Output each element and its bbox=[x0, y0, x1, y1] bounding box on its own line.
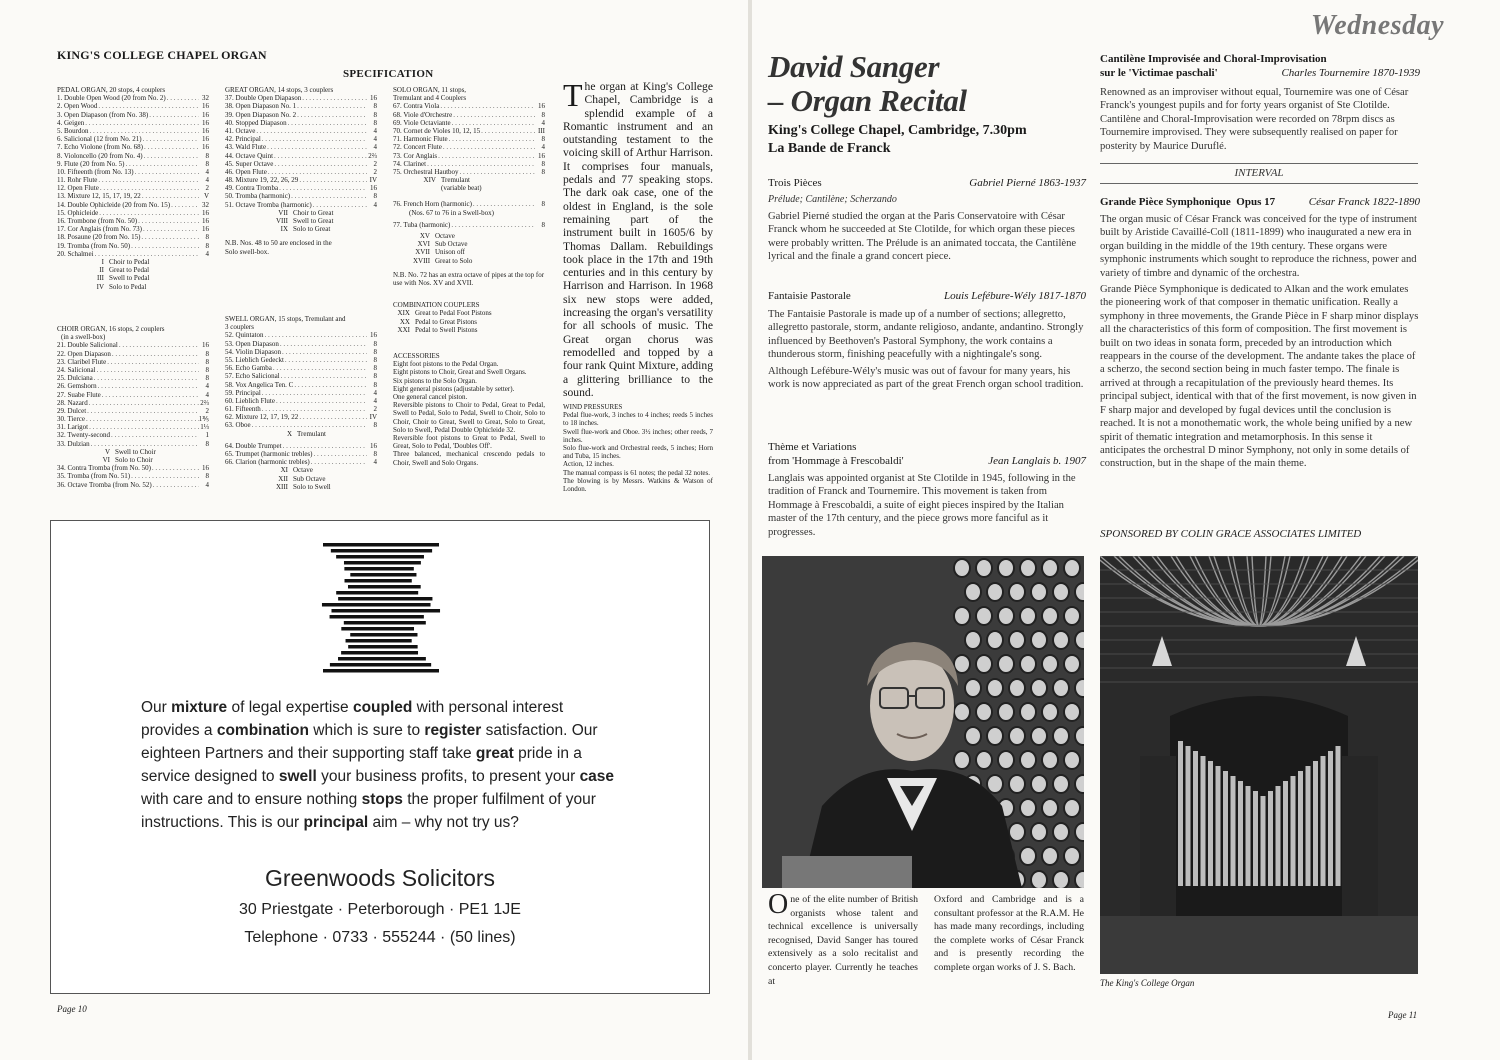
stop-row: 43. Wald Flute . . . 4 bbox=[225, 143, 377, 151]
piece-trois-pieces bbox=[768, 176, 1086, 264]
piece-notes: Langlais was appointed organist at Ste Clotilde in 1945, following in the tradition of Franck and Tournemire. This movement is taken from Hommage à Frescobaldi, a suite of eight pieces inspired by the Italian master of the 17th century, and the piece grows more fanciful as it progresses. bbox=[768, 473, 1076, 538]
dropcap: O bbox=[768, 889, 789, 920]
emphasis-word: swell bbox=[278, 768, 317, 785]
stop-row: 15. Ophicleide . . . 16 bbox=[57, 209, 209, 217]
stop-row: 74. Clarinet . . . 8 bbox=[393, 160, 545, 168]
coupler-row: XV Octave bbox=[419, 232, 455, 241]
recital-title bbox=[768, 50, 967, 118]
stop-row: 17. Cor Anglais (from No. 73) . . . 16 bbox=[57, 225, 209, 233]
coupler-row: XIX Great to Pedal Foot Pistons bbox=[397, 309, 492, 318]
piece-composer: Charles Tournemire 1870-1939 bbox=[1281, 67, 1420, 79]
stop-row: 26. Gemshorn . . . 4 bbox=[57, 382, 209, 390]
stop-row: 12. Open Flute . . . 2 bbox=[57, 184, 209, 192]
swell-tremulant: X Tremulant bbox=[286, 429, 326, 438]
piece-title: Cantilène Improvisée and Choral-Improvisation bbox=[1100, 53, 1327, 65]
great-organ-note: N.B. Nos. 48 to 50 are enclosed in the Solo swell-box. bbox=[225, 239, 332, 256]
text-line: Reversible pistons to Choir to Pedal, Great to Pedal, Swell to Pedal, Solo to Pedal, Swell to Choir, Solo to Choir, Choir to Great, Swell to Great, Solo to Great, Solo to Swell, Pedal Double Ophicleide 32. bbox=[393, 401, 545, 434]
interval-rule-bottom bbox=[1100, 183, 1418, 184]
accessories-title: ACCESSORIES bbox=[393, 351, 440, 360]
stop-row: 2. Open Wood . . . 16 bbox=[57, 102, 209, 110]
coupler-row: VIII Swell to Great bbox=[275, 217, 334, 226]
piece-title: Fantaisie Pastorale bbox=[768, 290, 851, 302]
combination-couplers-title: COMBINATION COUPLERS bbox=[393, 301, 480, 310]
solo-tremulant: XIV Tremulant bbox=[423, 176, 470, 185]
piece-tournemire bbox=[1100, 52, 1420, 153]
text-line: Six pistons to the Solo Organ. bbox=[393, 376, 477, 385]
venue bbox=[768, 122, 1027, 158]
stop-row: 67. Contra Viola . . . 16 bbox=[393, 102, 545, 110]
coupler-row: I Choir to Pedal bbox=[101, 257, 150, 266]
great-organ-list bbox=[225, 86, 377, 256]
stop-row: 27. Suabe Flute . . . 4 bbox=[57, 391, 209, 399]
stop-row: 39. Open Diapason No. 2 . . . 8 bbox=[225, 111, 377, 119]
advert-text: of legal expertise bbox=[227, 699, 353, 716]
recital-title-line1: David Sanger bbox=[768, 49, 940, 84]
stop-row: 57. Echo Salicional . . . 8 bbox=[225, 372, 377, 380]
coupler-row: XIII Solo to Swell bbox=[275, 482, 331, 491]
stop-row: 52. Quintaton . . . 16 bbox=[225, 331, 377, 339]
stop-row: 4. Geigen . . . 16 bbox=[57, 119, 209, 127]
stop-row: 60. Lieblich Flute . . . 4 bbox=[225, 397, 377, 405]
stop-row: 24. Salicional . . . 8 bbox=[57, 366, 209, 374]
greenwoods-logo-icon bbox=[319, 539, 443, 679]
venue-line: King's College Chapel, Cambridge, 7.30pm bbox=[768, 123, 1027, 138]
stop-row: 69. Viole Octaviante . . . 4 bbox=[393, 119, 545, 127]
piece-notes-2: Although Lefébure-Wély's music was out of favour for many years, his work is now appreciated as part of the great French organ school tradition. bbox=[768, 365, 1084, 391]
stop-row: 29. Dulcet . . . 2 bbox=[57, 407, 209, 415]
day-heading: Wednesday bbox=[1310, 10, 1444, 41]
choir-organ-list bbox=[57, 325, 209, 489]
choir-organ-title: CHOIR ORGAN, 16 stops, 2 couplers bbox=[57, 325, 165, 333]
stop-row: 11. Rohr Flute . . . 4 bbox=[57, 176, 209, 184]
firm-address: 30 Priestgate · Peterborough · PE1 1JE bbox=[239, 901, 521, 918]
emphasis-word: coupled bbox=[352, 699, 413, 716]
coupler-row: III Swell to Pedal bbox=[97, 274, 150, 283]
piece-fantaisie-pastorale bbox=[768, 289, 1086, 391]
stop-row: 48. Mixture 19, 22, 26, 29 . . . IV bbox=[225, 176, 377, 184]
emphasis-word: case bbox=[579, 768, 615, 785]
coupler-row: IX Solo to Great bbox=[280, 225, 331, 234]
advert-text: pride in a service designed to bbox=[141, 745, 582, 785]
stop-row: 13. Mixture 12, 15, 17, 19, 22 . . . V bbox=[57, 192, 209, 200]
text-line: Solo flue-work and Orchestral reeds, 5 inches; Horn and Tuba, 15 inches. bbox=[563, 444, 713, 461]
stop-row: 41. Octave . . . 4 bbox=[225, 127, 377, 135]
wind-pressures bbox=[563, 403, 713, 493]
stop-row: 73. Cor Anglais . . . 16 bbox=[393, 152, 545, 160]
text-line: Reversible foot pistons to Great to Pedal, Swell to Great, Solo to Pedal, 'Doubles Off'. bbox=[393, 434, 545, 451]
piece-composer: César Franck 1822-1890 bbox=[1308, 196, 1420, 208]
coupler-row: VI Solo to Choir bbox=[102, 456, 153, 465]
pedal-organ-list bbox=[57, 86, 209, 291]
stop-row: 51. Octave Tromba (harmonic) . . . 4 bbox=[225, 201, 377, 209]
piece-composer: Gabriel Pierné 1863-1937 bbox=[969, 177, 1086, 189]
text-line: The blowing is by Messrs. Watkins & Watson of London. bbox=[563, 476, 713, 494]
stop-row: 71. Harmonic Flute . . . 8 bbox=[393, 135, 545, 143]
text-line: Three balanced, mechanical crescendo pedals to Choir, Swell and Solo Organs. bbox=[393, 450, 545, 467]
solo-organ-title: SOLO ORGAN, 11 stops, Tremulant and 4 Couplers bbox=[393, 86, 467, 103]
stop-row: 18. Posaune (20 from No. 15) . . . 8 bbox=[57, 233, 209, 241]
advert-text: satisfaction. Our eighteen Partners and their supporting staff take bbox=[141, 722, 598, 762]
advert-text: which is sure to bbox=[308, 722, 425, 739]
coupler-row: XVI Sub Octave bbox=[417, 240, 468, 249]
firm-telephone: Telephone · 0733 · 555244 · (50 lines) bbox=[244, 929, 516, 946]
piece-title: Trois Pièces bbox=[768, 177, 822, 189]
stop-row: 62. Mixture 12, 17, 19, 22 . . . IV bbox=[225, 413, 377, 421]
stop-row: 64. Double Trumpet . . . 16 bbox=[225, 442, 377, 450]
biography-col-2: Oxford and Cambridge and is a consultant professor at the R.A.M. He has made many recordings, including the complete works of César Franck and is presently recording the complete organ works of J. S. Bach. bbox=[934, 894, 1084, 973]
piece-notes: The organ music of César Franck was conceived for the type of instrument built by Aristide Cavaillé-Coll (1811-1899) who inaugurated a new era in organ building in the middle of the 19th century. These organs were symphonic instruments which sought to reproduce the richness, power and variety of timbre and dynamic of the orchestra. bbox=[1100, 214, 1417, 279]
solo-organ-note: N.B. No. 72 has an extra octave of pipes at the top for use with Nos. XV and XVII. bbox=[393, 270, 545, 287]
stop-row: 14. Double Ophicleide (20 from No. 15) . . . 32 bbox=[57, 201, 209, 209]
organist-portrait-icon bbox=[762, 556, 1084, 888]
text-line: Pedal flue-work, 3 inches to 4 inches; reeds 5 inches to 18 inches. bbox=[563, 411, 713, 428]
stop-row: 59. Principal . . . 4 bbox=[225, 389, 377, 397]
stop-row: 22. Open Diapason . . . 8 bbox=[57, 350, 209, 358]
organ-photo bbox=[1100, 556, 1418, 974]
stop-row: 34. Contra Tromba (from No. 50) . . . 16 bbox=[57, 464, 209, 472]
page-10 bbox=[0, 0, 748, 1060]
interval-label: INTERVAL bbox=[1234, 167, 1284, 179]
pedal-organ-title: PEDAL ORGAN, 20 stops, 4 couplers bbox=[57, 86, 166, 94]
stop-row: 77. Tuba (harmonic) . . . 8 bbox=[393, 221, 545, 229]
emphasis-word: combination bbox=[216, 722, 309, 739]
stop-row: 56. Echo Gamba . . . 8 bbox=[225, 364, 377, 372]
stop-row: 6. Salicional (12 from No. 21) . . . 16 bbox=[57, 135, 209, 143]
coupler-row: XVII Unison off bbox=[415, 248, 466, 257]
stop-row: 70. Cornet de Violes 10, 12, 15 . . . III bbox=[393, 127, 545, 135]
stop-row: 72. Concert Flute . . . 4 bbox=[393, 143, 545, 151]
stop-row: 54. Violin Diapason . . . 8 bbox=[225, 348, 377, 356]
page-number: Page 11 bbox=[1388, 1010, 1418, 1020]
intro-text: he organ at King's College Chapel, Cambridge is a splendid example of a Romantic instrument and an outstanding testament to the voicing skill of Arthur Harrison. It comprises four manuals, pedals and 77 speaking stops. The dark oak case, one of the oldest in England, is the sole remaining part of the instrument built in 1605/6 by Thomas Dallam. Rebuildings took place in the 17th and 19th centuries and in this century by Harrison and Harrison. In 1968 six new stops were added, increasing the organ's versatility for all schools of music. The Great organ chorus was remodelled and topped by a four rank Quint Mixture, adding a glittering brilliance to the sound. bbox=[563, 80, 713, 399]
emphasis-word: stops bbox=[361, 791, 403, 808]
specification-title: SPECIFICATION bbox=[343, 68, 434, 80]
stop-row: 16. Trombone (from No. 50) . . . 16 bbox=[57, 217, 209, 225]
stop-row: 53. Open Diapason . . . 8 bbox=[225, 340, 377, 348]
piece-title-2: from 'Hommage à Frescobaldi' bbox=[768, 455, 904, 467]
text-line: Eight foot pistons to the Pedal Organ. bbox=[393, 360, 499, 369]
piece-notes: The Fantaisie Pastorale is made up of a number of sections; allegretto, allegretto pastorale, storm, andante religioso, andante, andantino. Strongly influenced by Beethoven's Pastoral Symphony, the work contains a thunderous storm, finishing peacefully with a nightingale's song. bbox=[768, 309, 1084, 361]
solo-horn-note: (Nos. 67 to 76 in a Swell-box) bbox=[409, 208, 494, 217]
stop-row: 3. Open Diapason (from No. 38) . . . 16 bbox=[57, 111, 209, 119]
stop-row: 35. Tromba (from No. 51) . . . 8 bbox=[57, 472, 209, 480]
bio-text: ne of the elite number of British organists whose talent and technical excellence is universally recognised, David Sanger has toured extensively as a solo recitalist and concerto player. Currently he teaches at bbox=[768, 894, 918, 987]
piece-title-2: sur le 'Victimae paschali' bbox=[1100, 67, 1218, 79]
stop-row: 31. Larigot . . . 1⅓ bbox=[57, 423, 209, 431]
stop-row: 61. Fifteenth . . . 2 bbox=[225, 405, 377, 413]
photo-caption: The King's College Organ bbox=[1100, 978, 1195, 988]
stop-row: 33. Dulzian . . . 8 bbox=[57, 440, 209, 448]
piece-composer: Louis Lefébure-Wély 1817-1870 bbox=[944, 290, 1086, 302]
emphasis-word: great bbox=[475, 745, 514, 762]
coupler-row: VII Choir to Great bbox=[278, 208, 334, 217]
stop-row: 23. Claribel Flute . . . 8 bbox=[57, 358, 209, 366]
piece-grande-piece-symphonique bbox=[1100, 195, 1420, 471]
stop-row: 30. Tierce . . . 1⅗ bbox=[57, 415, 209, 423]
stop-row: 75. Orchestral Hautboy . . . 8 bbox=[393, 168, 545, 176]
stop-row: 50. Tromba (harmonic) . . . 8 bbox=[225, 192, 377, 200]
sponsor-line: SPONSORED BY COLIN GRACE ASSOCIATES LIMITED bbox=[1100, 528, 1362, 540]
stop-row: 38. Open Diapason No. 1 . . . 8 bbox=[225, 102, 377, 110]
greenwoods-advert bbox=[50, 520, 710, 994]
page-number: Page 10 bbox=[57, 1004, 87, 1014]
stop-row: 45. Super Octave . . . 2 bbox=[225, 160, 377, 168]
stop-row: 66. Clarion (harmonic trebles) . . . 4 bbox=[225, 458, 377, 466]
stop-row: 28. Nazard . . . 2⅔ bbox=[57, 399, 209, 407]
coupler-row: XX Pedal to Great Pistons bbox=[399, 317, 478, 326]
swell-organ-list bbox=[225, 315, 377, 491]
piece-movements: Prélude; Cantilène; Scherzando bbox=[768, 194, 897, 205]
emphasis-word: register bbox=[424, 722, 482, 739]
coupler-row: XII Sub Octave bbox=[278, 474, 326, 483]
emphasis-word: mixture bbox=[171, 699, 228, 716]
coupler-row: XVIII Great to Solo bbox=[413, 256, 473, 265]
piece-theme-et-variations bbox=[768, 440, 1086, 539]
page-heading: KING'S COLLEGE CHAPEL ORGAN bbox=[57, 48, 267, 62]
coupler-row: II Great to Pedal bbox=[99, 266, 150, 275]
organ-introduction bbox=[563, 77, 713, 399]
stop-row: 36. Octave Tromba (from No. 52) . . . 4 bbox=[57, 481, 209, 489]
stop-row: 42. Principal . . . 4 bbox=[225, 135, 377, 143]
stop-row: 40. Stopped Diapason . . . 8 bbox=[225, 119, 377, 127]
dropcap: T bbox=[563, 77, 583, 113]
text-line: The manual compass is 61 notes; the pedal 32 notes. bbox=[563, 468, 710, 477]
text-line: Action, 12 inches. bbox=[563, 460, 614, 469]
stop-row: 63. Oboe . . . 8 bbox=[225, 421, 377, 429]
interval-rule-top bbox=[1100, 163, 1418, 164]
stop-row: 1. Double Open Wood (20 from No. 2) . . . 32 bbox=[57, 94, 209, 102]
stop-row: 7. Echo Violone (from No. 68) . . . 16 bbox=[57, 143, 209, 151]
programme-title: La Bande de Franck bbox=[768, 141, 891, 156]
great-organ-title: GREAT ORGAN, 14 stops, 3 couplers bbox=[225, 86, 334, 94]
piece-notes: Gabriel Pierné studied the organ at the Paris Conservatoire with César Franck whom he succeeded at Ste Clotilde, for which organ these pieces were probably written. The Prélude is an animated toccata, the Cantilène lyrical and the finale a grand concert piece. bbox=[768, 211, 1077, 263]
recital-title-line2: – Organ Recital bbox=[768, 83, 967, 118]
stop-row: 68. Viole d'Orchestre . . . 8 bbox=[393, 111, 545, 119]
text-line: One general cancel piston. bbox=[393, 392, 468, 401]
stop-row: 46. Open Flute . . . 2 bbox=[225, 168, 377, 176]
advert-text: the proper fulfilment of your instructions. This is our bbox=[141, 791, 596, 831]
stop-row: 8. Violoncello (20 from No. 4) . . . 8 bbox=[57, 152, 209, 160]
stop-row: 10. Fifteenth (from No. 13) . . . 4 bbox=[57, 168, 209, 176]
chapel-organ-icon bbox=[1100, 556, 1418, 974]
stop-row: 49. Contra Tromba . . . 16 bbox=[225, 184, 377, 192]
advert-text: your business profits, to present your bbox=[316, 768, 580, 785]
coupler-row: XXI Pedal to Swell Pistons bbox=[397, 325, 478, 334]
page-11 bbox=[752, 0, 1500, 1060]
emphasis-word: principal bbox=[303, 814, 369, 831]
advert-text: Our bbox=[141, 699, 172, 716]
solo-tremulant-note: (variable beat) bbox=[441, 184, 482, 193]
piece-composer: Jean Langlais b. 1907 bbox=[988, 455, 1086, 467]
advert-text: with personal interest provides a bbox=[141, 699, 564, 739]
text-line: Eight general pistons (adjustable by setter). bbox=[393, 384, 515, 393]
stop-row: 76. French Horn (harmonic) . . . 8 bbox=[393, 200, 545, 208]
piece-title: Thème et Variations bbox=[768, 441, 857, 453]
biography-col-1 bbox=[768, 889, 918, 988]
advert-text: with care and to ensure nothing bbox=[141, 791, 362, 808]
stop-row: 65. Trumpet (harmonic trebles) . . . 8 bbox=[225, 450, 377, 458]
choir-organ-subtitle: (in a swell-box) bbox=[61, 333, 106, 342]
piece-title: Grande Pièce Symphonique Opus 17 bbox=[1100, 196, 1276, 208]
advert-body bbox=[141, 696, 621, 834]
stop-row: 37. Double Open Diapason . . . 16 bbox=[225, 94, 377, 102]
stop-row: 5. Bourdon . . . 16 bbox=[57, 127, 209, 135]
stop-row: 21. Double Salicional . . . 16 bbox=[57, 341, 209, 349]
piece-notes-2: Grande Pièce Symphonique is dedicated to Alkan and the work emulates the pioneering work of that composer in thematic unification. Really a symphony in three movements, the Grande Pièce in F sharp minor displays all the characteristics of this form of composition. The first movement is built on two ideas in sonata form, preceded by an introduction which reappears in the course of the development. The andante takes the place of a scherzo, the second section being in much faster tempo. The finale is arrived at through a recapitulation of the previously heard themes. Its principal subject, identical with that of the first movement, is now given in F sharp major and developed by fugal devices until the conclusion is reached. It is not a monothematic work, the whole being unified by a new spirit of thematic integration and metamorphosis. In this sense it anticipates the orchestral D minor Symphony, not only in some details of construction, but in the shape of the main theme. bbox=[1100, 284, 1419, 470]
stop-row: 19. Tromba (from No. 50) . . . 8 bbox=[57, 242, 209, 250]
stop-row: 58. Vox Angelica Ten. C . . . 8 bbox=[225, 381, 377, 389]
stop-row: 32. Twenty-second . . . 1 bbox=[57, 431, 209, 439]
coupler-row: V Swell to Choir bbox=[104, 447, 156, 456]
wind-pressures-title: WIND PRESSURES bbox=[563, 403, 623, 411]
solo-organ-list bbox=[393, 86, 545, 467]
stop-row: 25. Dulciana . . . 8 bbox=[57, 374, 209, 382]
portrait-photo bbox=[762, 556, 1084, 888]
stop-row: 44. Octave Quint . . . 2⅔ bbox=[225, 152, 377, 160]
text-line: Eight pistons to Choir, Great and Swell Organs. bbox=[393, 368, 527, 377]
swell-organ-title: SWELL ORGAN, 15 stops, Tremulant and 3 couplers bbox=[225, 315, 346, 332]
firm-name: Greenwoods Solicitors bbox=[264, 865, 496, 891]
advert-text: aim – why not try us? bbox=[368, 814, 519, 831]
coupler-row: XI Octave bbox=[280, 466, 313, 475]
stop-row: 9. Flute (20 from No. 5) . . . 8 bbox=[57, 160, 209, 168]
text-line: Swell flue-work and Oboe. 3½ inches; other reeds, 7 inches. bbox=[563, 427, 713, 444]
stop-row: 55. Lieblich Gedeckt . . . 8 bbox=[225, 356, 377, 364]
coupler-row: IV Solo to Pedal bbox=[96, 282, 147, 291]
stop-row: 20. Schalmei . . . 4 bbox=[57, 250, 209, 258]
piece-notes: Renowned as an improviser without equal, Tournemire was one of César Franck's youngest pupils and for forty years organist of Ste Clotilde. Cantilène and Choral-Improvisation were recorded on 78rpm discs as Tournemire improvised. They were subsequently realised on paper for posterity by Maurice Duruflé. bbox=[1100, 87, 1409, 152]
